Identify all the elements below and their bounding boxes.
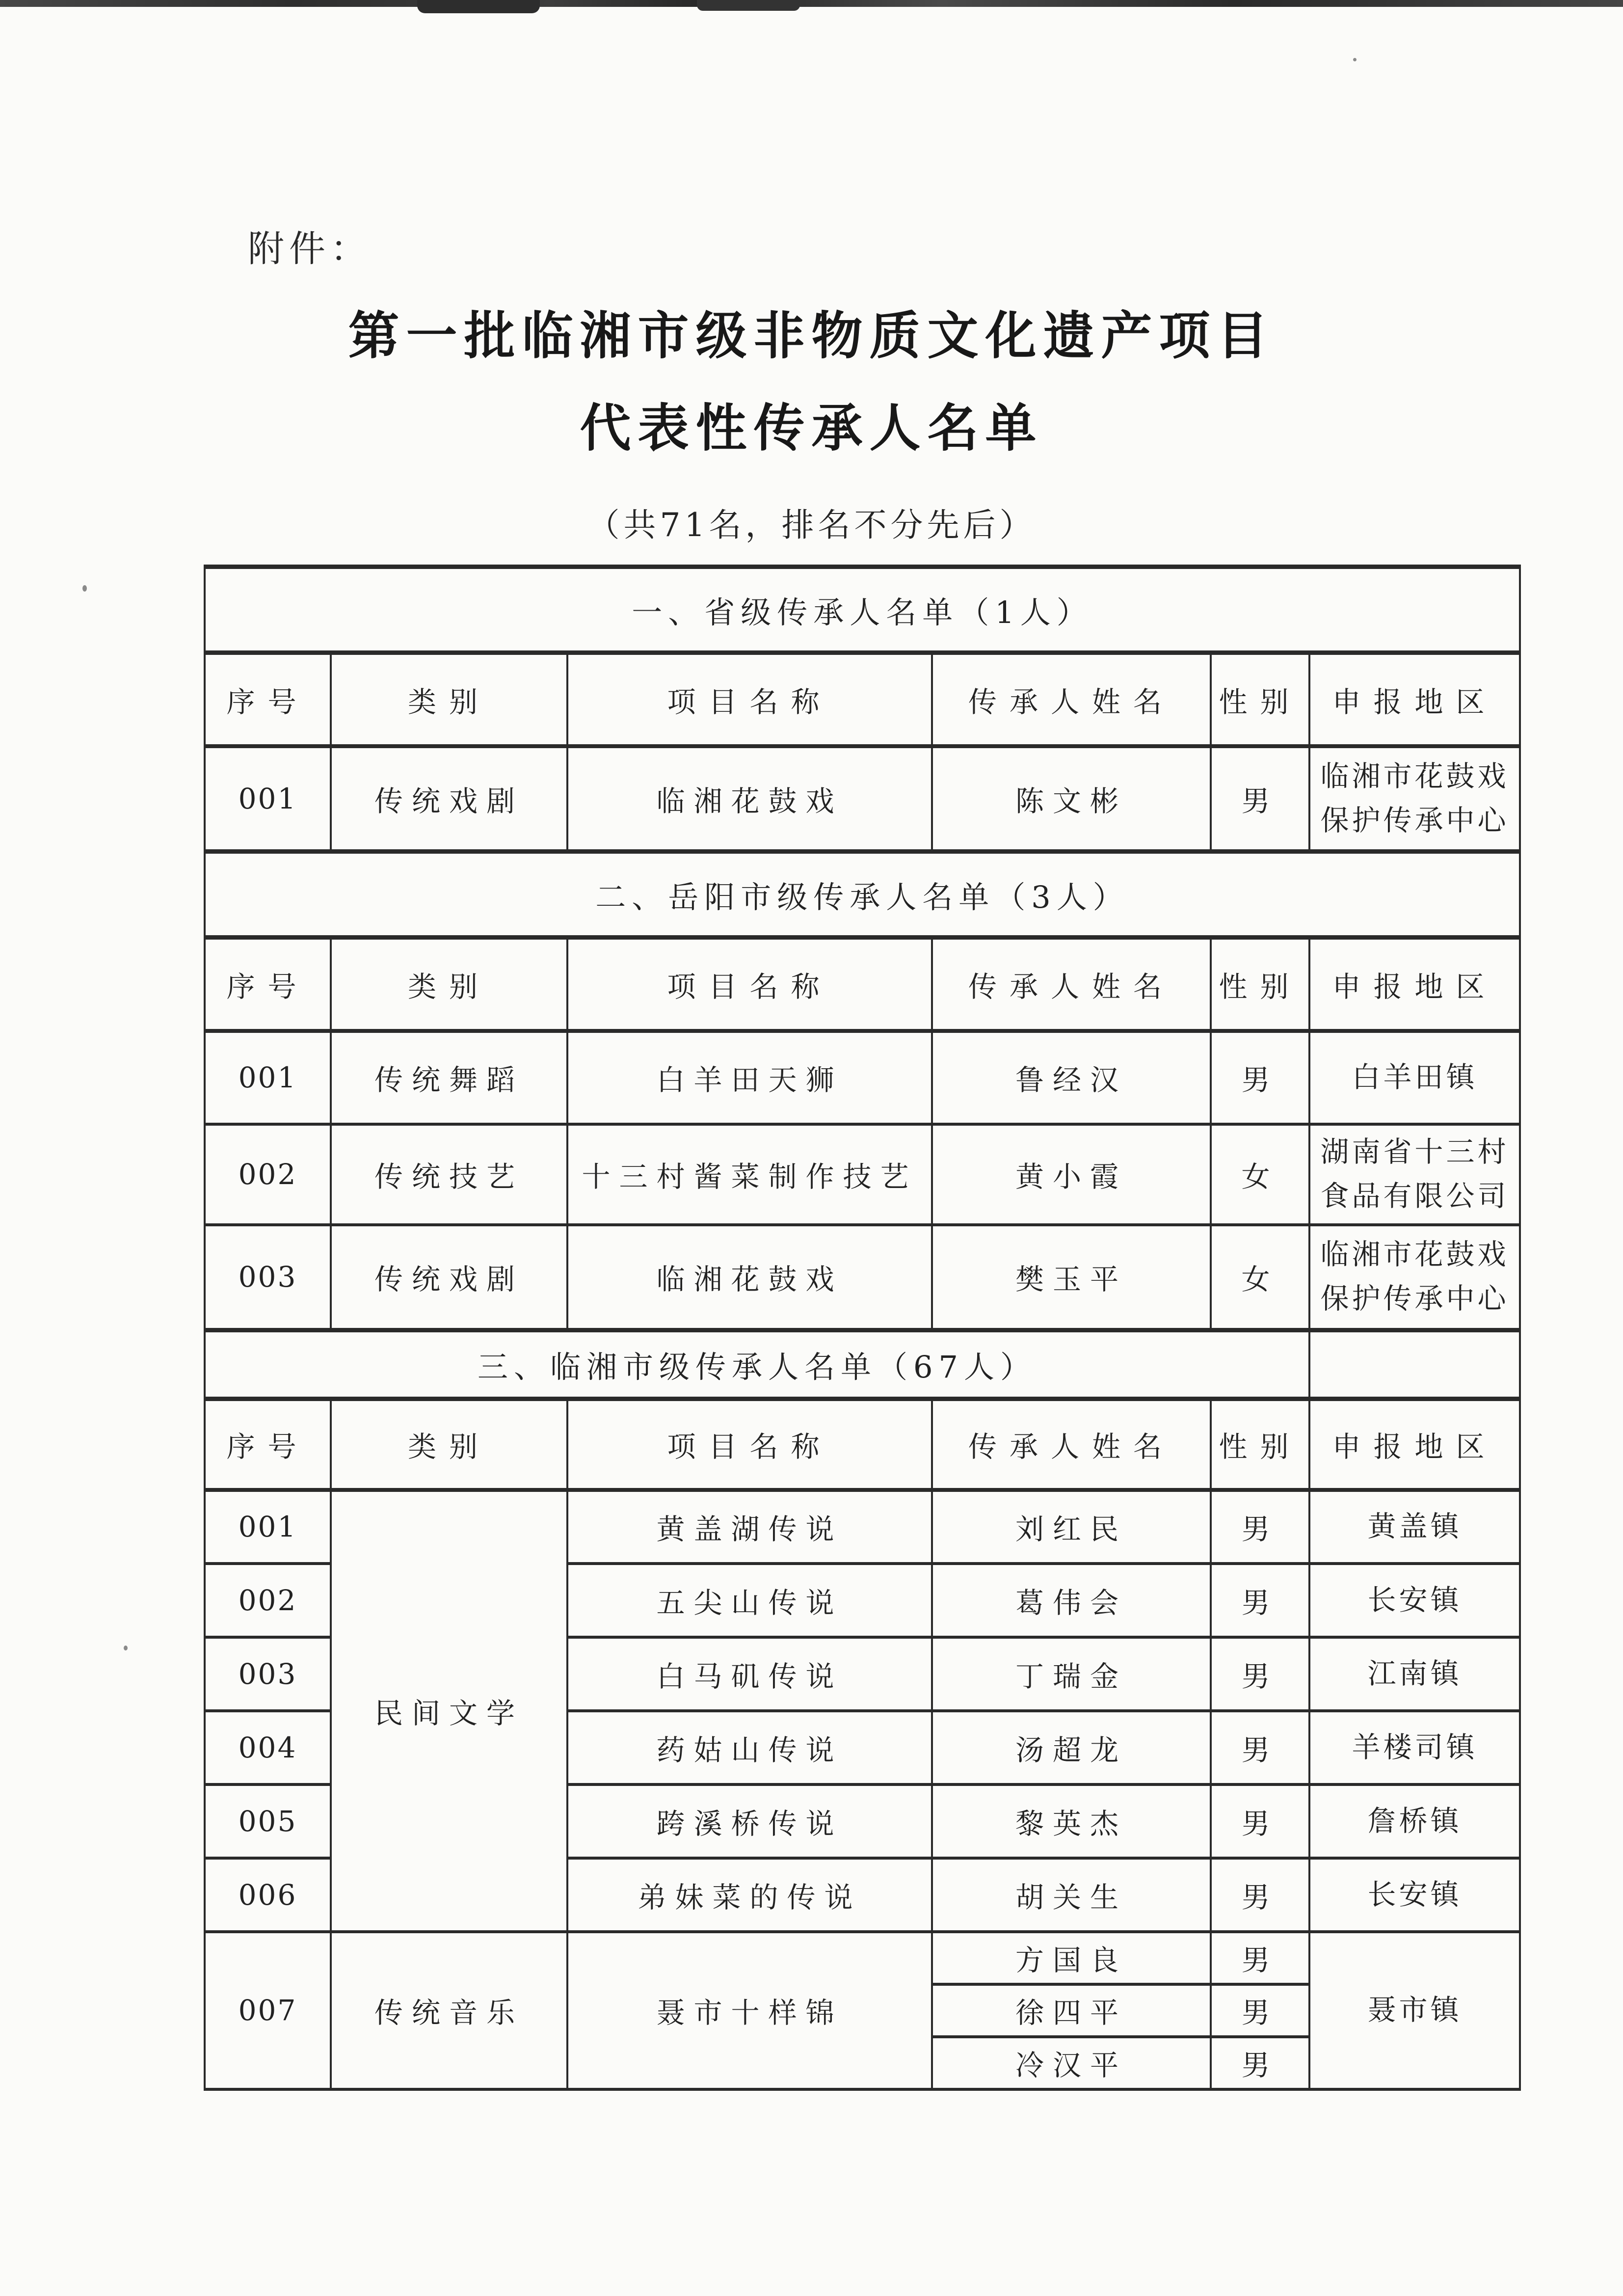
col-header-region: 申报地区 (1309, 653, 1520, 746)
cell-region: 长安镇 (1309, 1858, 1520, 1932)
table-row (205, 1490, 1520, 1564)
cell-no: 001 (205, 746, 331, 852)
cell-gender: 男 (1211, 1711, 1309, 1784)
cell-inheritor-name: 胡关生 (932, 1858, 1211, 1932)
cell-gender: 男 (1211, 1564, 1309, 1637)
cell-inheritor-name: 黎英杰 (932, 1784, 1211, 1858)
cell-region: 湖南省十三村食品有限公司 (1309, 1124, 1520, 1225)
cell-category: 传统戏剧 (331, 746, 567, 852)
col-header-gender: 性别 (1211, 653, 1309, 746)
col-header-no: 序号 (205, 1399, 331, 1490)
cell-category: 传统音乐 (331, 1932, 567, 2089)
section-3-title: 三、临湘市级传承人名单（67人） (205, 1330, 1309, 1399)
col-header-category: 类别 (331, 1399, 567, 1490)
scan-artifact-top-edge (0, 0, 1623, 7)
cell-project: 五尖山传说 (567, 1564, 932, 1637)
cell-no: 003 (205, 1225, 331, 1330)
cell-region: 詹桥镇 (1309, 1784, 1520, 1858)
document-title-line1: 第一批临湘市级非物质文化遗产项目 (348, 306, 1275, 366)
cell-inheritor-name: 陈文彬 (932, 746, 1211, 852)
cell-inheritor-name: 刘红民 (932, 1490, 1211, 1564)
cell-gender: 男 (1211, 1932, 1309, 1984)
cell-project: 跨溪桥传说 (567, 1784, 932, 1858)
cell-project: 黄盖湖传说 (567, 1490, 932, 1564)
scan-artifact-lump (697, 0, 800, 11)
cell-no: 007 (205, 1932, 331, 2089)
cell-inheritor-name: 汤超龙 (932, 1711, 1211, 1784)
cell-gender: 男 (1211, 2037, 1309, 2089)
attachment-label: 附件： (248, 228, 372, 270)
cell-region: 羊楼司镇 (1309, 1711, 1520, 1784)
cell-region: 聂市镇 (1309, 1932, 1520, 2089)
scan-speckle (82, 585, 87, 592)
table-row (205, 1031, 1520, 1124)
cell-project: 弟妹菜的传说 (567, 1858, 932, 1932)
cell-project: 药姑山传说 (567, 1711, 932, 1784)
cell-category-merged: 民间文学 (331, 1490, 567, 1932)
cell-gender: 男 (1211, 1490, 1309, 1564)
table-row (205, 746, 1520, 852)
document-title-line2: 代表性传承人名单 (580, 398, 1043, 458)
cell-region: 黄盖镇 (1309, 1490, 1520, 1564)
cell-no: 002 (205, 1124, 331, 1225)
cell-project: 白羊田天狮 (567, 1031, 932, 1124)
title-block (0, 306, 1623, 545)
col-header-category: 类别 (331, 938, 567, 1031)
scan-speckle (124, 1646, 128, 1650)
col-header-project: 项目名称 (567, 653, 932, 746)
table-row (205, 1225, 1520, 1330)
cell-project: 十三村酱菜制作技艺 (567, 1124, 932, 1225)
cell-gender: 男 (1211, 1984, 1309, 2037)
cell-project: 白马矶传说 (567, 1637, 932, 1711)
cell-gender: 女 (1211, 1225, 1309, 1330)
cell-inheritor-name: 鲁经汉 (932, 1031, 1211, 1124)
inheritors-table (204, 565, 1521, 2091)
col-header-no: 序号 (205, 938, 331, 1031)
cell-inheritor-name: 樊玉平 (932, 1225, 1211, 1330)
col-header-inheritor-name: 传承人姓名 (932, 938, 1211, 1031)
cell-inheritor-name: 冷汉平 (932, 2037, 1211, 2089)
table-row (205, 1124, 1520, 1225)
cell-gender: 男 (1211, 1784, 1309, 1858)
col-header-region: 申报地区 (1309, 938, 1520, 1031)
cell-project: 临湘花鼓戏 (567, 746, 932, 852)
cell-project: 聂市十样锦 (567, 1932, 932, 2089)
section-3-empty-cell (1309, 1330, 1520, 1399)
document-subtitle: （共71名，排名不分先后） (587, 506, 1036, 544)
col-header-category: 类别 (331, 653, 567, 746)
cell-inheritor-name: 徐四平 (932, 1984, 1211, 2037)
scan-speckle (1353, 58, 1357, 61)
cell-no: 003 (205, 1637, 331, 1711)
cell-region: 白羊田镇 (1309, 1031, 1520, 1124)
cell-category: 传统技艺 (331, 1124, 567, 1225)
cell-region: 临湘市花鼓戏保护传承中心 (1309, 1225, 1520, 1330)
section-2-title: 二、岳阳市级传承人名单（3人） (205, 852, 1520, 938)
cell-region: 长安镇 (1309, 1564, 1520, 1637)
cell-gender: 男 (1211, 1858, 1309, 1932)
cell-gender: 男 (1211, 746, 1309, 852)
col-header-inheritor-name: 传承人姓名 (932, 653, 1211, 746)
cell-no: 005 (205, 1784, 331, 1858)
cell-gender: 男 (1211, 1031, 1309, 1124)
col-header-no: 序号 (205, 653, 331, 746)
cell-region: 江南镇 (1309, 1637, 1520, 1711)
section-1-title: 一、省级传承人名单（1人） (205, 567, 1520, 653)
col-header-gender: 性别 (1211, 938, 1309, 1031)
cell-no: 004 (205, 1711, 331, 1784)
cell-gender: 女 (1211, 1124, 1309, 1225)
cell-gender: 男 (1211, 1637, 1309, 1711)
cell-category: 传统舞蹈 (331, 1031, 567, 1124)
col-header-project: 项目名称 (567, 1399, 932, 1490)
cell-category: 传统戏剧 (331, 1225, 567, 1330)
col-header-project: 项目名称 (567, 938, 932, 1031)
cell-inheritor-name: 方国良 (932, 1932, 1211, 1984)
cell-inheritor-name: 黄小霞 (932, 1124, 1211, 1225)
cell-no: 002 (205, 1564, 331, 1637)
scan-artifact-lump (417, 0, 540, 13)
table-row (205, 1932, 1520, 1984)
cell-no: 001 (205, 1490, 331, 1564)
cell-no: 001 (205, 1031, 331, 1124)
cell-inheritor-name: 葛伟会 (932, 1564, 1211, 1637)
col-header-region: 申报地区 (1309, 1399, 1520, 1490)
col-header-gender: 性别 (1211, 1399, 1309, 1490)
col-header-inheritor-name: 传承人姓名 (932, 1399, 1211, 1490)
cell-no: 006 (205, 1858, 331, 1932)
cell-region: 临湘市花鼓戏保护传承中心 (1309, 746, 1520, 852)
cell-inheritor-name: 丁瑞金 (932, 1637, 1211, 1711)
cell-project: 临湘花鼓戏 (567, 1225, 932, 1330)
